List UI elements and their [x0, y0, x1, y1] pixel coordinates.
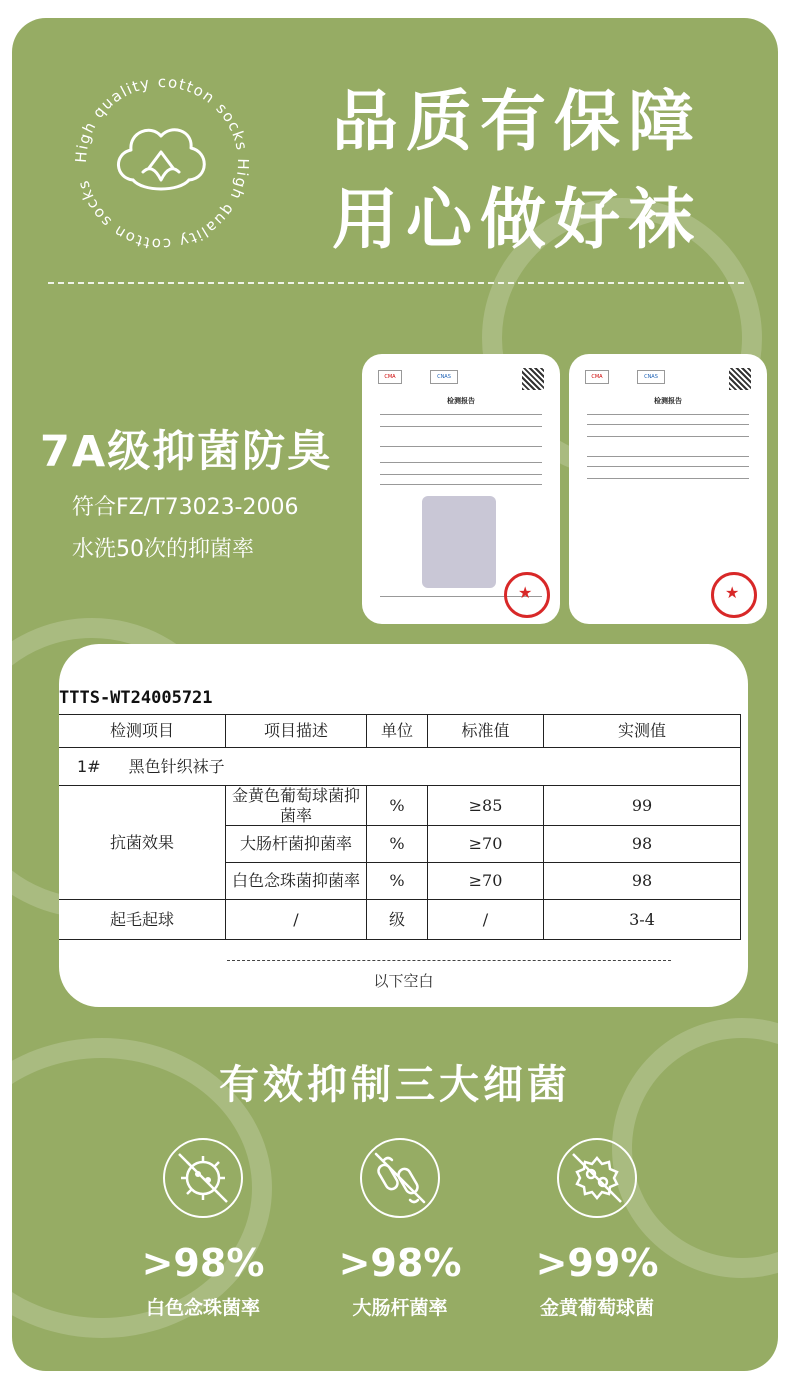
- pilling-desc: /: [226, 900, 367, 940]
- table-row-standard: ≥85: [428, 786, 544, 826]
- stat-label: 白色念珠菌率: [145, 1297, 260, 1319]
- bacteria-title: 有效抑制三大细菌: [219, 1062, 571, 1108]
- fungus-cell-icon: [163, 1138, 243, 1218]
- pilling-unit: 级: [367, 900, 428, 940]
- antibacterial-heading: 7A级抑菌防臭: [40, 427, 333, 477]
- coccus-bacteria-icon: [557, 1138, 637, 1218]
- blank-note: 以下空白: [373, 972, 434, 990]
- cnas-logo: CNAS: [430, 370, 458, 384]
- table-row-unit: %: [367, 826, 428, 863]
- group-name-cell: 抗菌效果: [59, 786, 226, 900]
- stat-value: >99%: [535, 1241, 659, 1285]
- qr-code-icon: [522, 368, 544, 390]
- cma-logo: CMA: [378, 370, 402, 384]
- stat-label: 金黄葡萄球菌: [539, 1297, 654, 1319]
- pilling-item: 起毛起球: [59, 900, 226, 940]
- table-row-measured: 98: [544, 863, 741, 900]
- report-code: TTTS-WT24005721: [59, 688, 213, 708]
- dashed-divider: [48, 282, 744, 284]
- cnas-logo: CNAS: [637, 370, 665, 384]
- table-row-unit: %: [367, 786, 428, 826]
- table-header-cell: 项目描述: [226, 714, 367, 748]
- cotton-flower-icon: [118, 130, 204, 189]
- cotton-badge: [67, 68, 257, 258]
- table-row-standard: ≥70: [428, 826, 544, 863]
- table-end-dash: [227, 960, 671, 961]
- wash-note-text: 水洗50次的抑菌率: [72, 537, 254, 562]
- table-header-cell: 实测值: [544, 714, 741, 748]
- table-row-unit: %: [367, 863, 428, 900]
- pilling-measured: 3-4: [544, 900, 741, 940]
- test-report-image-1: [362, 354, 560, 624]
- header-line-2: 用心做好袜: [332, 181, 702, 258]
- header-line-1: 品质有保障: [332, 83, 702, 160]
- sample-row: [59, 748, 741, 786]
- svg-text:High quality cotton socks High: [72, 73, 252, 253]
- official-seal-icon: [504, 572, 550, 618]
- table-row-desc: 大肠杆菌抑菌率: [226, 826, 367, 863]
- test-result-card: [59, 644, 748, 1007]
- badge-ring-text: High quality cotton socks High quality cotton socks: [71, 72, 253, 254]
- green-panel: [12, 18, 778, 1371]
- stat-value: >98%: [141, 1241, 265, 1285]
- table-row-desc: 白色念珠菌抑菌率: [226, 863, 367, 900]
- official-seal-icon: [711, 572, 757, 618]
- qr-code-icon: [729, 368, 751, 390]
- test-report-image-2: [569, 354, 767, 624]
- report-title: 检测报告: [447, 397, 475, 405]
- rod-bacteria-icon: [360, 1138, 440, 1218]
- stat-value: >98%: [338, 1241, 462, 1285]
- sample-name: 黑色针织袜子: [128, 756, 225, 776]
- stat-label: 大肠杆菌率: [352, 1297, 448, 1319]
- report-title: 检测报告: [654, 397, 682, 405]
- table-row-measured: 98: [544, 826, 741, 863]
- standard-text: 符合FZ/T73023-2006: [72, 495, 299, 520]
- sample-number: 1#: [77, 756, 101, 776]
- table-row-measured: 99: [544, 786, 741, 826]
- table-header-cell: 单位: [367, 714, 428, 748]
- table-header-cell: 检测项目: [59, 714, 226, 748]
- table-row-desc: 金黄色葡萄球菌抑菌率: [226, 786, 367, 826]
- sock-sample-photo: [422, 496, 496, 588]
- table-row-standard: ≥70: [428, 863, 544, 900]
- table-header-cell: 标准值: [428, 714, 544, 748]
- pilling-standard: /: [428, 900, 544, 940]
- cma-logo: CMA: [585, 370, 609, 384]
